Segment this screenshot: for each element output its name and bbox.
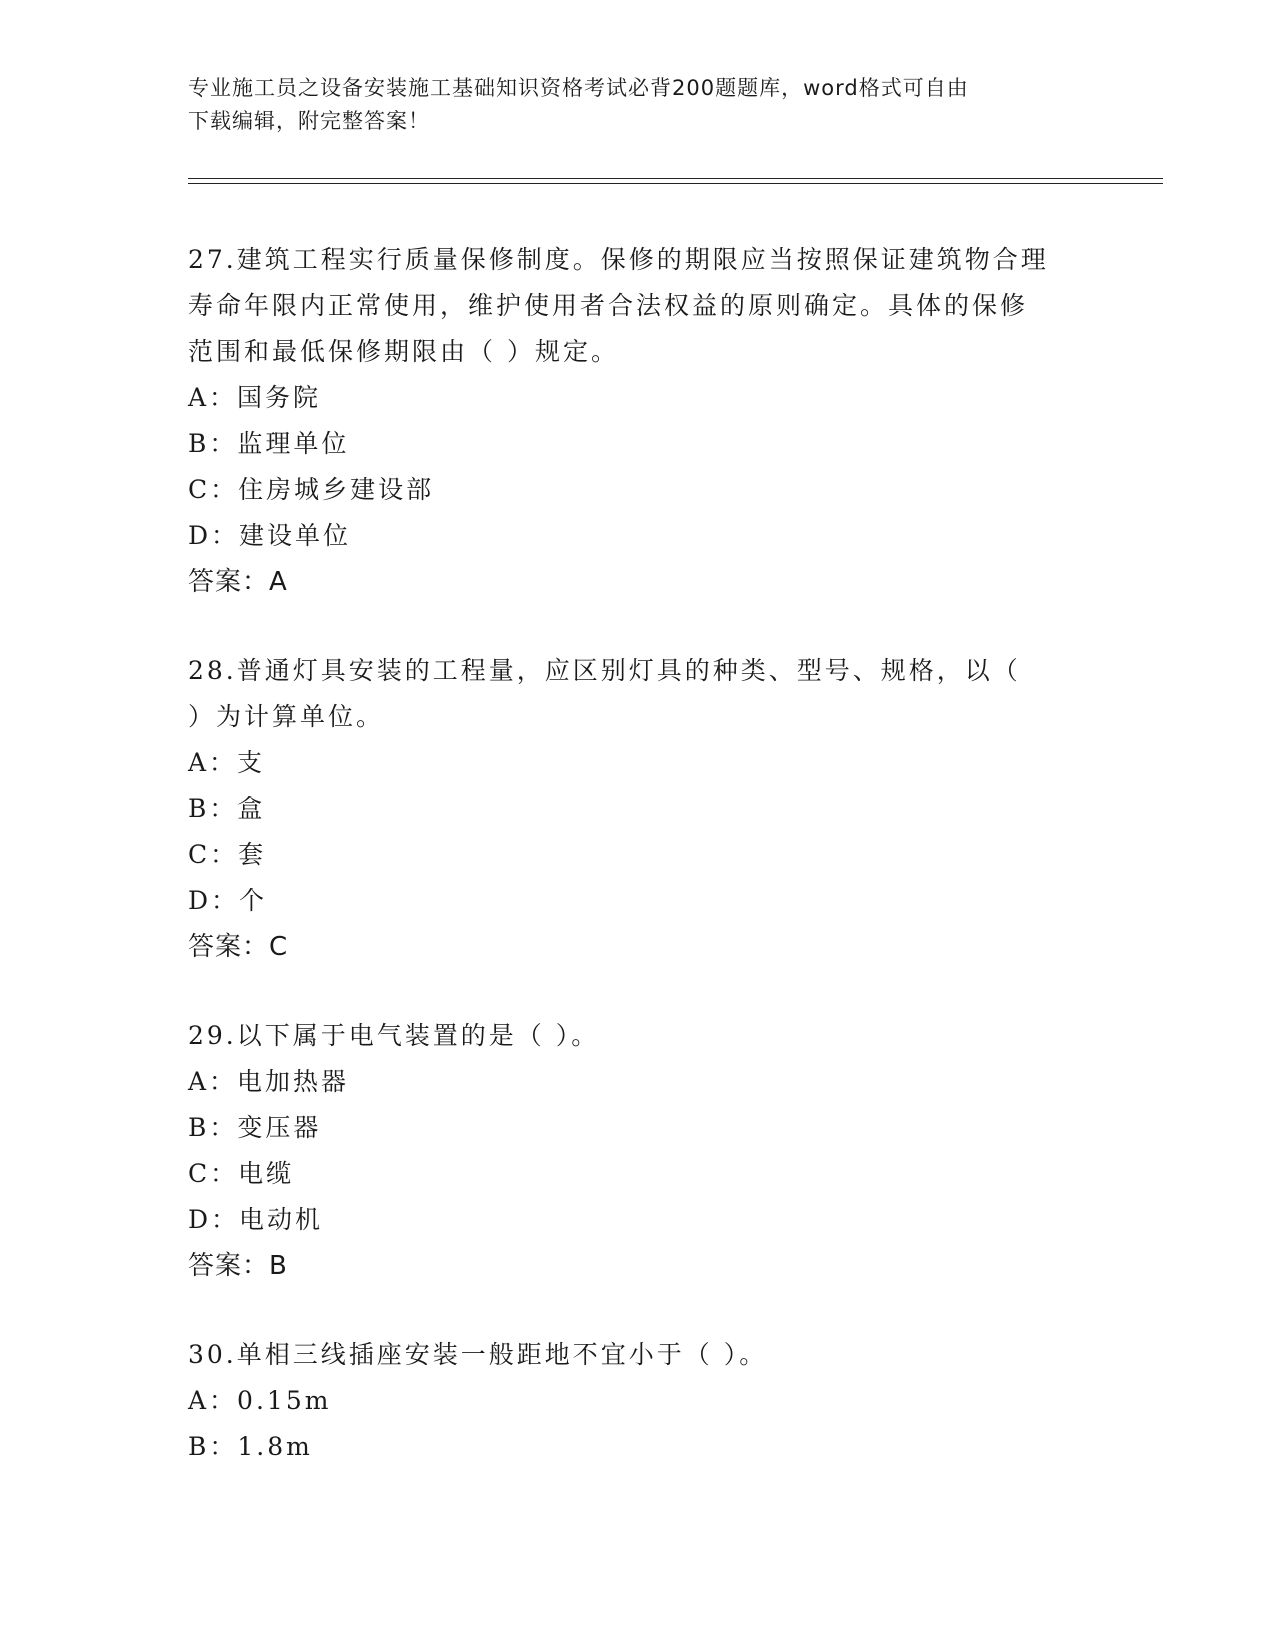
document-header xyxy=(188,72,1088,138)
header-line-2: 下载编辑，附完整答案！ xyxy=(188,109,430,133)
option-d: D：建设单位 xyxy=(188,521,352,550)
option-b: B：盒 xyxy=(188,794,266,823)
question-stem-line: 寿命年限内正常使用，维护使用者合法权益的原则确定。具体的保修 xyxy=(188,291,1029,320)
option-c: C：套 xyxy=(188,840,267,869)
question-stem-line: 29.以下属于电气装置的是（ ）。 xyxy=(188,1021,600,1050)
question-30 xyxy=(188,1332,1088,1470)
option-c: C：电缆 xyxy=(188,1159,295,1188)
header-line-1: 专业施工员之设备安装施工基础知识资格考试必背200题题库，word格式可自由 xyxy=(188,76,969,100)
option-a: A：电加热器 xyxy=(188,1067,350,1096)
answer-key: 答案：C xyxy=(188,932,289,962)
question-stem-line: 范围和最低保修期限由（ ）规定。 xyxy=(188,337,619,366)
answer-key: 答案：A xyxy=(188,567,288,597)
header-divider-bottom xyxy=(188,183,1163,184)
option-d: D：电动机 xyxy=(188,1205,324,1234)
option-b: B：监理单位 xyxy=(188,429,350,458)
option-d: D：个 xyxy=(188,886,268,915)
header-divider-top xyxy=(188,178,1163,179)
option-c: C：住房城乡建设部 xyxy=(188,475,435,504)
option-a: A：0.15m xyxy=(188,1386,332,1415)
option-b: B：1.8m xyxy=(188,1432,313,1461)
question-stem-line: 30.单相三线插座安装一般距地不宜小于（ ）。 xyxy=(188,1340,768,1369)
option-b: B：变压器 xyxy=(188,1113,322,1142)
answer-key: 答案：B xyxy=(188,1251,288,1281)
option-a: A：支 xyxy=(188,748,266,777)
question-stem-line: 27.建筑工程实行质量保修制度。保修的期限应当按照保证建筑物合理 xyxy=(188,245,1049,274)
question-list xyxy=(188,237,1088,1513)
question-stem-line: ）为计算单位。 xyxy=(188,702,385,731)
question-28 xyxy=(188,648,1088,970)
question-stem-line: 28.普通灯具安装的工程量，应区别灯具的种类、型号、规格，以（ xyxy=(188,656,1021,685)
option-a: A：国务院 xyxy=(188,383,322,412)
question-29 xyxy=(188,1013,1088,1289)
question-27 xyxy=(188,237,1088,605)
